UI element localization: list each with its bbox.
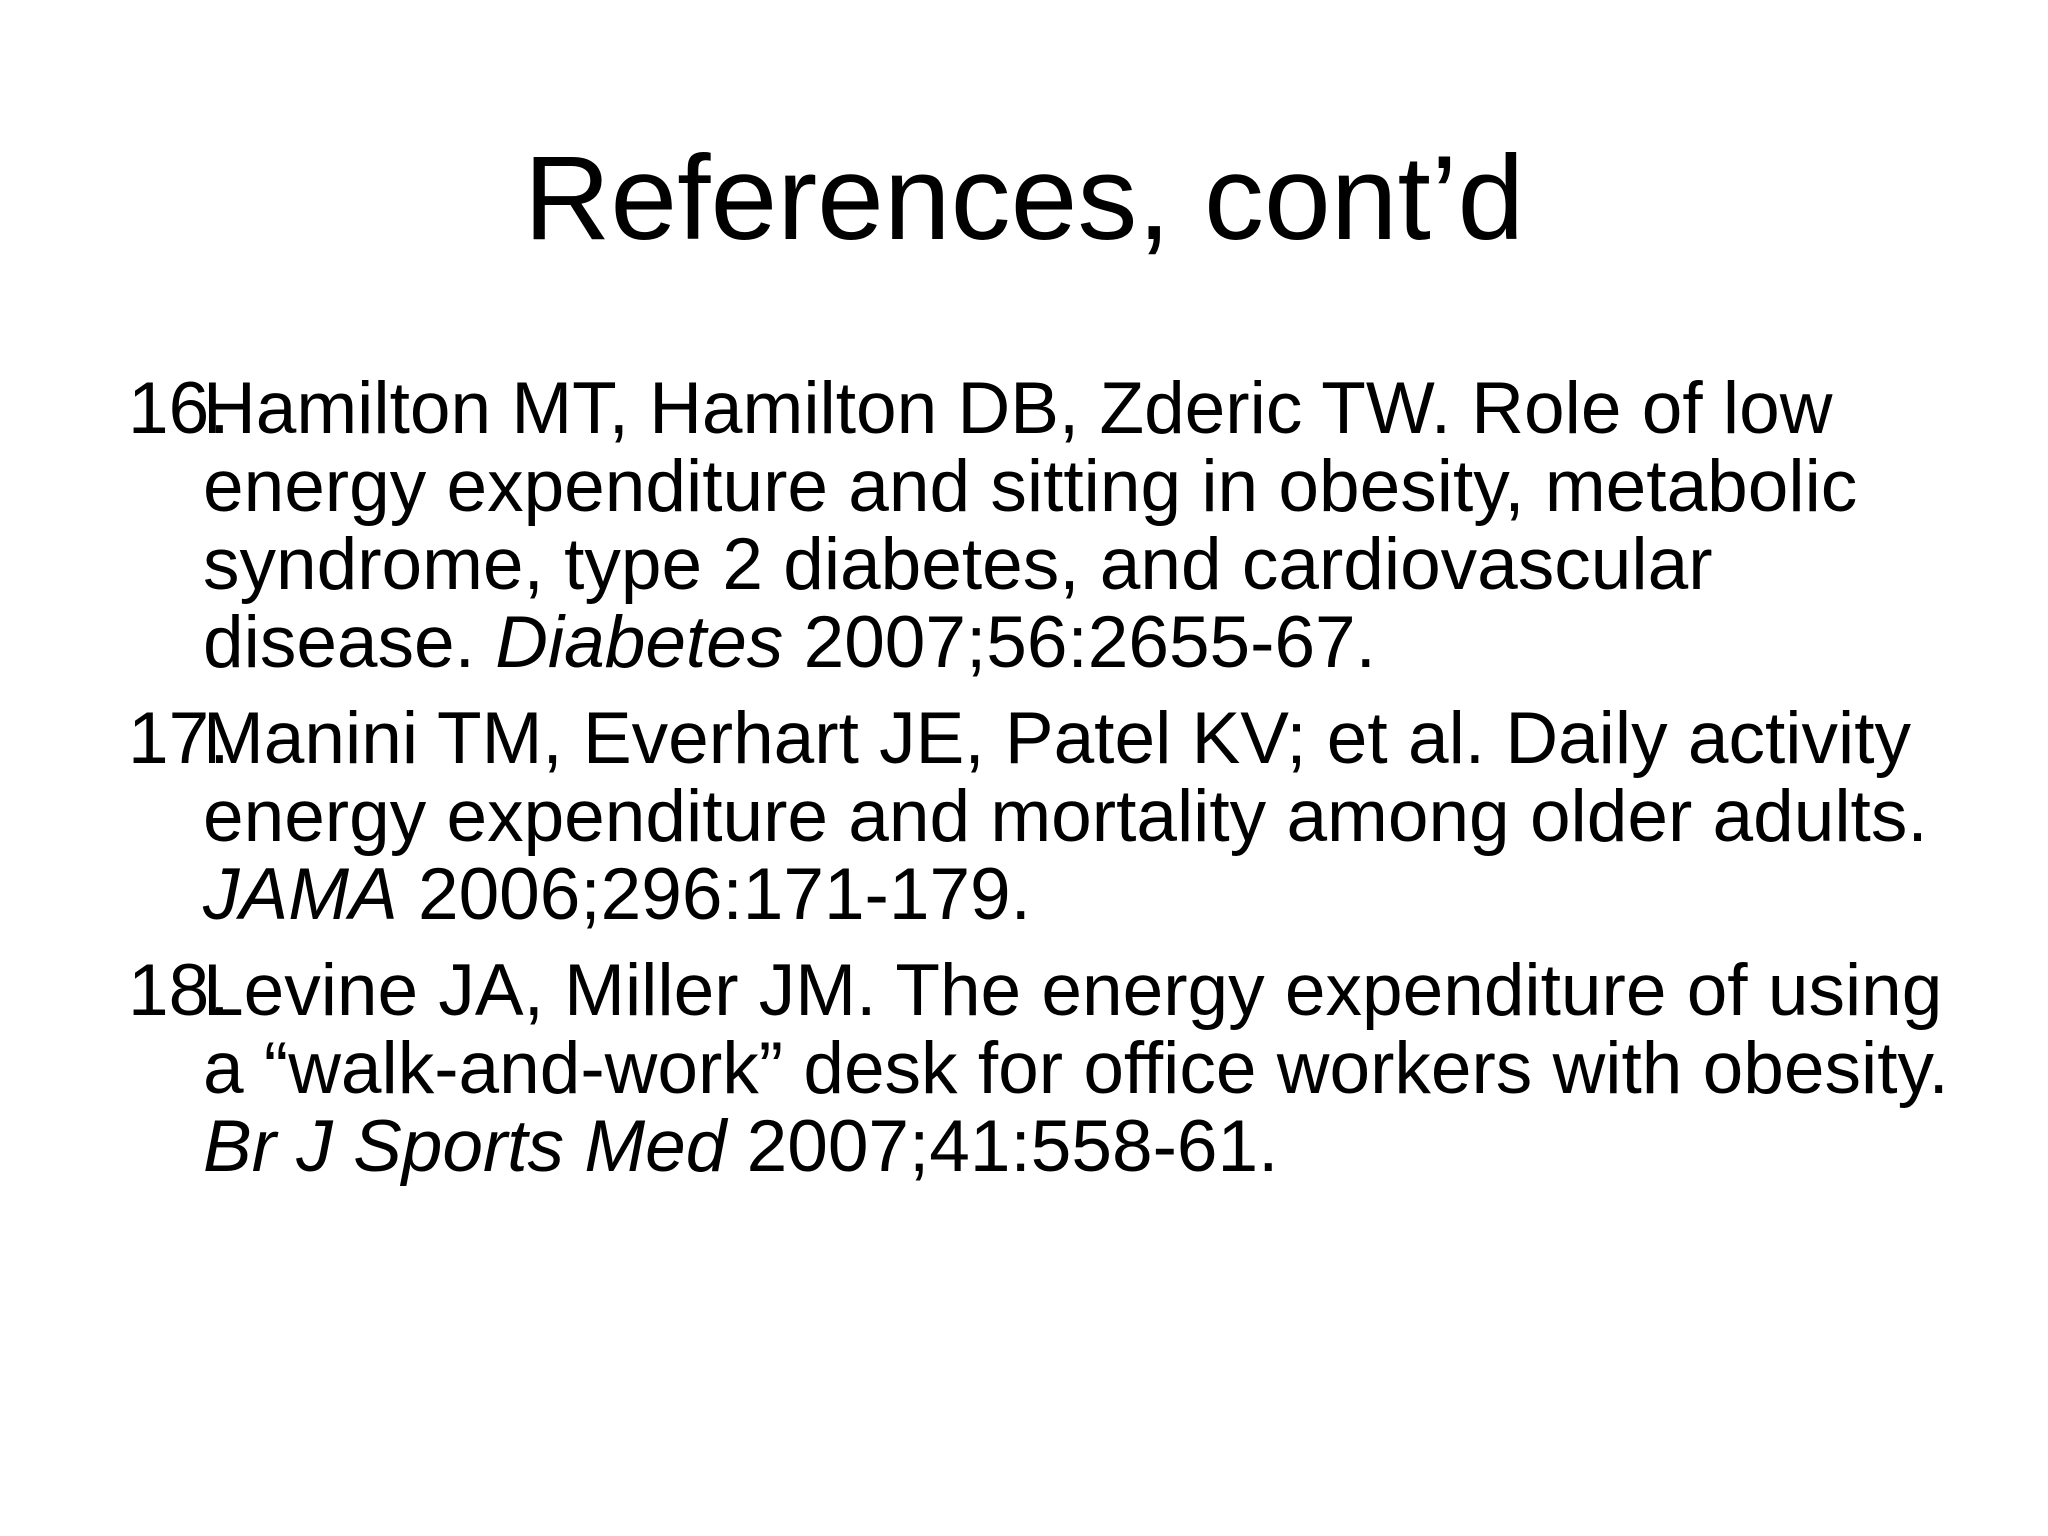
reference-volume: 2006;296:171-179. bbox=[397, 854, 1031, 935]
reference-volume: 2007;41:558-61. bbox=[726, 1106, 1279, 1187]
reference-item-17 bbox=[128, 700, 1978, 934]
reference-citation: Hamilton MT, Hamilton DB, Zderic TW. Role of low energy expenditure and sitting in obesity, metabolic syndrome, type 2 diabetes, and cardiovascular disease. bbox=[203, 368, 1858, 683]
reference-text bbox=[203, 368, 1857, 683]
reference-text bbox=[203, 698, 1928, 935]
slide-title: References, cont’d bbox=[523, 131, 1525, 265]
reference-item-16 bbox=[128, 370, 1978, 682]
reference-journal: Br J Sports Med bbox=[203, 1106, 727, 1187]
reference-volume: 2007;56:2655-67. bbox=[783, 602, 1376, 683]
reference-text bbox=[203, 950, 1949, 1187]
reference-journal: Diabetes bbox=[495, 602, 784, 683]
reference-journal: JAMA bbox=[203, 854, 398, 935]
reference-citation: Manini TM, Everhart JE, Patel KV; et al. Daily activity energy expenditure and mortality among older adults. bbox=[203, 698, 1928, 857]
reference-list bbox=[128, 370, 1978, 1204]
reference-citation: Levine JA, Miller JM. The energy expenditure of using a “walk-and-work” desk for office workers with obesity. bbox=[203, 950, 1949, 1109]
reference-item-18 bbox=[128, 952, 1978, 1186]
reference-number: 16. bbox=[128, 368, 230, 449]
reference-number: 17. bbox=[128, 698, 230, 779]
reference-number: 18. bbox=[128, 950, 230, 1031]
